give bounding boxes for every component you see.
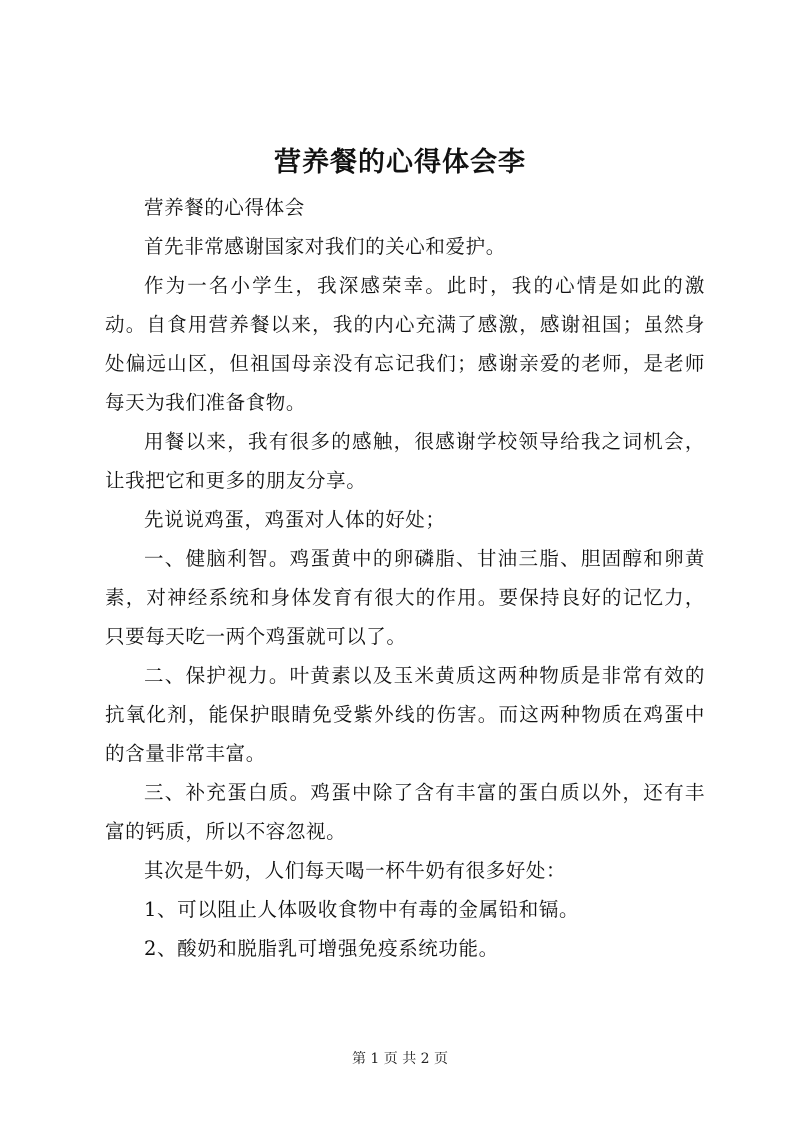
paragraph-milk-intro: 其次是牛奶，人们每天喝一杯牛奶有很多好处： (144, 859, 567, 882)
paragraph-egg-protein: 三、补充蛋白质。鸡蛋中除了含有丰富的蛋白质以外，还有丰富的钙质，所以不容忽视。 (105, 781, 705, 843)
paragraph-egg-brain: 一、健脑利智。鸡蛋黄中的卵磷脂、甘油三脂、胆固醇和卵黄素，对神经系统和身体发育有很大的作用。要保持良好的记忆力，只要每天吃一两个鸡蛋就可以了。 (105, 547, 705, 648)
paragraph-egg-intro: 先说说鸡蛋，鸡蛋对人体的好处； (144, 508, 446, 531)
paragraph-thanks: 首先非常感谢国家对我们的关心和爱护。 (144, 235, 506, 258)
document-body (105, 188, 705, 968)
paragraph-student: 作为一名小学生，我深感荣幸。此时，我的心情是如此的激动。自食用营养餐以来，我的内心充满了感激，感谢祖国；虽然身处偏远山区，但祖国母亲没有忘记我们；感谢亲爱的老师，是老师每天为我们准备食物。 (105, 274, 705, 414)
paragraph-subtitle: 营养餐的心得体会 (144, 196, 305, 219)
page-footer: 第 1 页 共 2 页 (351, 1051, 449, 1067)
paragraph-milk-2: 2、酸奶和脱脂乳可增强免疫系统功能。 (144, 937, 499, 960)
paragraph-egg-vision: 二、保护视力。叶黄素以及玉米黄质这两种物质是非常有效的抗氧化剂，能保护眼睛免受紫外线的伤害。而这两种物质在鸡蛋中的含量非常丰富。 (105, 664, 705, 765)
paragraph-share: 用餐以来，我有很多的感触，很感谢学校领导给我之词机会，让我把它和更多的朋友分享。 (105, 430, 705, 492)
paragraph-milk-1: 1、可以阻止人体吸收食物中有毒的金属铅和镉。 (144, 898, 580, 921)
document-title: 营养餐的心得体会李 (274, 147, 526, 178)
